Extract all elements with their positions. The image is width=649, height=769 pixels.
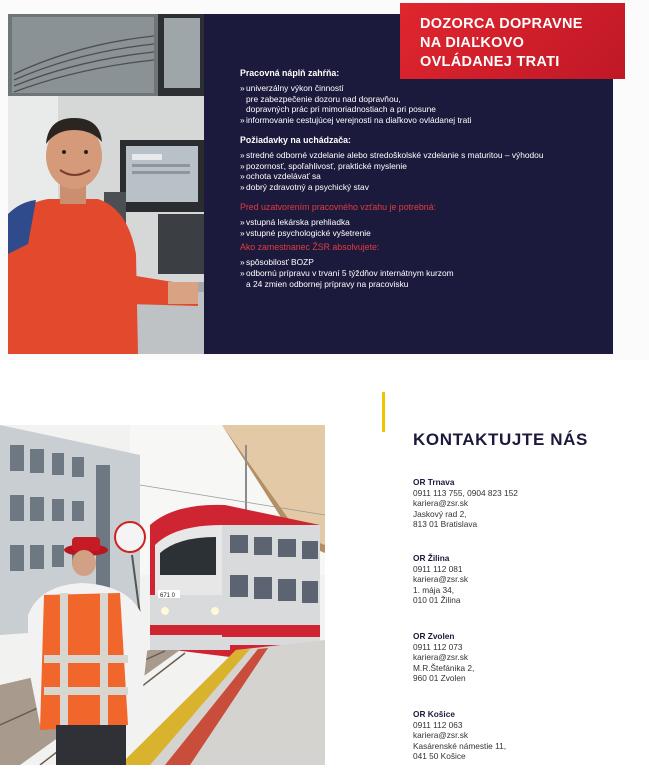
office-email[interactable]: kariera@zsr.sk	[413, 574, 468, 585]
office-email[interactable]: kariera@zsr.sk	[413, 498, 468, 509]
dispatcher-train-photo	[0, 425, 325, 765]
job-description	[240, 68, 600, 290]
training-heading: Ako zamestnanec ŽSR absolvujete:	[240, 242, 380, 253]
prerequisite-item: » vstupné psychologické vyšetrenie	[240, 228, 600, 239]
office-zvolen	[413, 631, 474, 684]
office-street: Jaskový rad 2,	[413, 508, 467, 519]
office-city: 041 50 Košice	[413, 751, 466, 762]
requirements-heading: Požiadavky na uchádzača:	[240, 134, 351, 145]
train-platform-illustration	[0, 425, 325, 765]
office-zilina	[413, 553, 468, 606]
prerequisites-heading: Pred uzatvorením pracovného vzťahu je potrebná:	[240, 201, 436, 212]
office-kosice	[413, 709, 506, 762]
office-city: 813 01 Bratislava	[413, 519, 478, 530]
scope-item: » univerzálny výkon činností	[240, 83, 600, 94]
office-phone: 0911 113 755, 0904 823 152	[413, 487, 518, 498]
training-item: a 24 zmien odbornej prípravy na pracovisku	[246, 278, 409, 289]
training-item: » spôsobilosť BOZP	[240, 257, 600, 268]
job-title-line-2: NA DIAĽKOVO	[420, 35, 525, 51]
office-city: 010 01 Žilina	[413, 595, 461, 606]
office-name: OR Trnava	[413, 477, 455, 487]
scope-item: pre zabezpečenie dozoru nad dopravňou,	[246, 93, 401, 104]
office-name: OR Žilina	[413, 553, 450, 563]
requirement-item: » ochota vzdelávať sa	[240, 171, 600, 182]
office-phone: 0911 112 063	[413, 719, 463, 730]
requirement-item: » stredné odborné vzdelanie alebo stredoškolské vzdelanie s maturitou – výhodou	[240, 150, 600, 161]
office-phone: 0911 112 081	[413, 563, 463, 574]
office-street: M.R.Štefánika 2,	[413, 662, 475, 673]
top-panel	[0, 0, 649, 360]
training-item: » odbornú prípravu v trvaní 5 týždňov internátnym kurzom	[240, 268, 600, 279]
job-title-line-1: DOZORCA DOPRAVNE	[420, 16, 583, 32]
operator-photo	[8, 14, 204, 354]
scope-item: dopravných prác pri mimoriadnostiach a pri posune	[246, 104, 436, 115]
office-city: 960 01 Zvolen	[413, 673, 466, 684]
job-title-line-3: OVLÁDANEJ TRATI	[420, 54, 560, 70]
office-email[interactable]: kariera@zsr.sk	[413, 652, 468, 663]
contact-heading: KONTAKTUJTE NÁS	[413, 430, 588, 449]
operator-photo-illustration	[8, 14, 204, 354]
office-trnava	[413, 477, 518, 530]
train-number: 671 0	[160, 593, 176, 599]
prerequisite-item: » vstupná lekárska prehliadka	[240, 217, 600, 228]
office-email[interactable]: kariera@zsr.sk	[413, 730, 468, 741]
office-phone: 0911 112 073	[413, 641, 463, 652]
office-name: OR Zvolen	[413, 631, 455, 641]
scope-heading: Pracovná náplň zahŕňa:	[240, 68, 340, 78]
accent-bar	[382, 392, 385, 432]
office-street: 1. mája 34,	[413, 584, 455, 595]
office-street: Kasárenské námestie 11,	[413, 740, 507, 751]
requirement-item: » dobrý zdravotný a psychický stav	[240, 182, 600, 193]
scope-item: » informovanie cestujúcej verejnosti na diaľkovo ovládanej trati	[240, 115, 600, 126]
requirement-item: » pozornosť, spoľahlivosť, praktické myslenie	[240, 161, 600, 172]
office-name: OR Košice	[413, 709, 455, 719]
